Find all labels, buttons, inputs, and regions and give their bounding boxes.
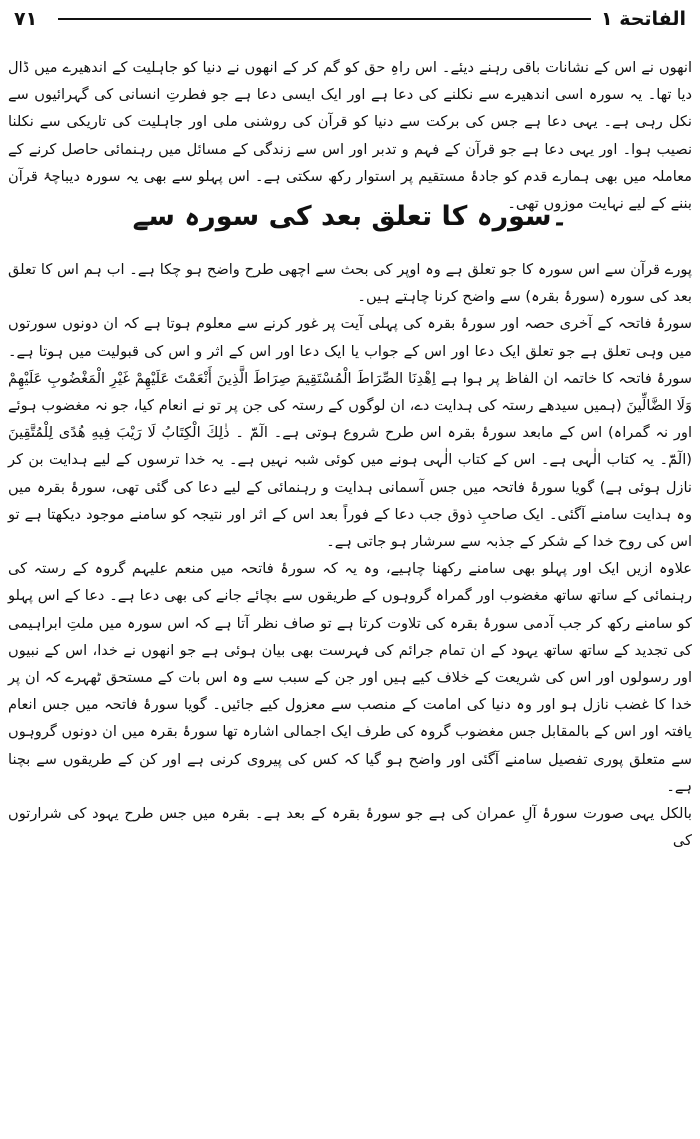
intro-paragraph: انھوں نے اس کے نشانات باقی رہنے دیئے۔ اس راہِ حق کو گم کر کے انھوں نے دنیا کو جاہلیت کے اندھیرے میں ڈال دیا تھا۔ یہ سورہ اسی اندھیرے سے نکلنے کی دعا ہے اور ایک ایسی دعا ہے جو فطرتِ انسانی کی گہرائیوں سے نکل رہی ہے۔ یہی دعا ہے جس کی برکت سے دنیا کو قرآن کی روشنی ملی اور جاہلیت کی تاریکی سے نکلنا نصیب ہوا۔ اور یہی دعا ہے جو قرآن کے فہم و تدبر اور اس سے زندگی کے مسائل میں رہنمائی حاصل کرنے کے معاملہ میں بھی ہمارے قدم کو جادۂ مستقیم پر استوار رکھ سکتی ہے۔ اس پہلو سے بھی یہ سورہ دیباچۂ قرآن بننے کے لیے نہایت موزوں تھی۔	[8, 59, 693, 213]
header-rule	[58, 18, 591, 20]
page-header	[14, 4, 686, 34]
paragraph: پورے قرآن سے اس سورہ کا جو تعلق ہے وہ اوپر کی بحث سے اچھی طرح واضح ہو چکا ہے۔ اب ہم اس کا تعلق بعد کی سورہ (سورۂ بقرہ) سے واضح کرنا چاہتے ہیں۔	[8, 261, 692, 306]
paragraph: بالکل یہی صورت سورۂ آلِ عمران کی ہے جو سورۂ بقرہ کے بعد ہے۔ بقرہ میں جس طرح یہود کی شرارتوں کی	[8, 805, 692, 850]
page-number: ٧١	[14, 8, 38, 30]
paragraph: سورۂ فاتحہ کے آخری حصہ اور سورۂ بقرہ کی پہلی آیت پر غور کرنے سے معلوم ہوتا ہے کہ ان دونوں سورتوں میں وہی تعلق ہے جو تعلق ایک دعا اور اس کے جواب یا ایک دعا اور اس کے اثر و اس کی قبولیت میں ہوتا ہے۔ سورۂ فاتحہ کا خاتمہ ان الفاظ پر ہوا ہے اِهْدِنَا الصِّرَاطَ الْمُسْتَقِيمَ صِرَاطَ الَّذِينَ أَنْعَمْتَ عَلَيْهِمْ غَيْرِ الْمَغْضُوبِ عَلَيْهِمْ وَلَا الضَّالِّينَ (ہمیں سیدھے رستہ کی ہدایت دے، ان لوگوں کے رستہ کی جن پر تو نے انعام کیا، جو نہ مغضوب ہوئے اور نہ گمراہ) اس کے مابعد سورۂ بقرہ اس طرح شروع ہوتی ہے۔ الٓمّٓ ۔ ذٰلِكَ الْكِتَابُ لَا رَيْبَ فِيهِ هُدًى لِلْمُتَّقِينَ (الٓمّٓ۔ یہ کتاب الٰہی ہے۔ اس کے کتاب الٰہی ہونے میں کوئی شبہ نہیں ہے۔ یہ خدا ترسوں کے لیے ہدایت بن کر نازل ہوئی ہے) گویا سورۂ فاتحہ میں جس آسمانی ہدایت و رہنمائی کے لیے دعا کی گئی تھی، سورۂ بقرہ میں وہ ہدایت سامنے آگئی۔ ایک صاحبِ ذوق جب دعا کے فوراً بعد اس کے اثر اور نتیجہ کو سامنے موجود دیکھتا ہے تو اس کی روح خدا کے شکر کے جذبہ سے سرشار ہو جاتی ہے۔	[8, 315, 692, 551]
paragraph: علاوہ ازیں ایک اور پہلو بھی سامنے رکھنا چاہیے، وہ یہ کہ سورۂ فاتحہ میں منعم علیہم گروہ کے رستہ کی رہنمائی کے ساتھ ساتھ مغضوب اور گمراہ گروہوں کے طریقوں سے بچائے جانے کی بھی دعا ہے۔ دعا کے اس پہلو کو سامنے رکھ کر جب آدمی سورۂ بقرہ کی تلاوت کرتا ہے تو صاف نظر آتا ہے کہ اس سورہ میں ملتِ ابراہیمی کی تجدید کے ساتھ ساتھ یہود کے ان تمام جرائم کی فہرست بھی بیان ہوئی ہے جو انھوں نے خدا، اس کے نبیوں اور رسولوں اور اس کی شریعت کے خلاف کیے ہیں اور جن کے سبب سے وہ اس بات کے مستحق ٹھہرے کہ ان پر خدا کا غضب نازل ہو اور وہ دنیا کی امامت کے منصب سے معزول کیے جائیں۔ گویا سورۂ فاتحہ میں جس انعام یافتہ اور اس کے بالمقابل جس مغضوب گروہ کی طرف ایک اجمالی اشارہ تھا سورۂ بقرہ میں ان دونوں گروہوں سے متعلق پوری تفصیل سامنے آگئی اور واضح ہو گیا کہ کس کی پیروی کرنی ہے اور کن کے طریقوں سے بچنا ہے۔	[8, 560, 692, 795]
running-title: الفاتحة ١	[600, 8, 686, 30]
section-heading: ۔سورہ کا تعلق بعد کی سورہ سے	[132, 201, 568, 232]
main-text-block	[8, 256, 692, 854]
